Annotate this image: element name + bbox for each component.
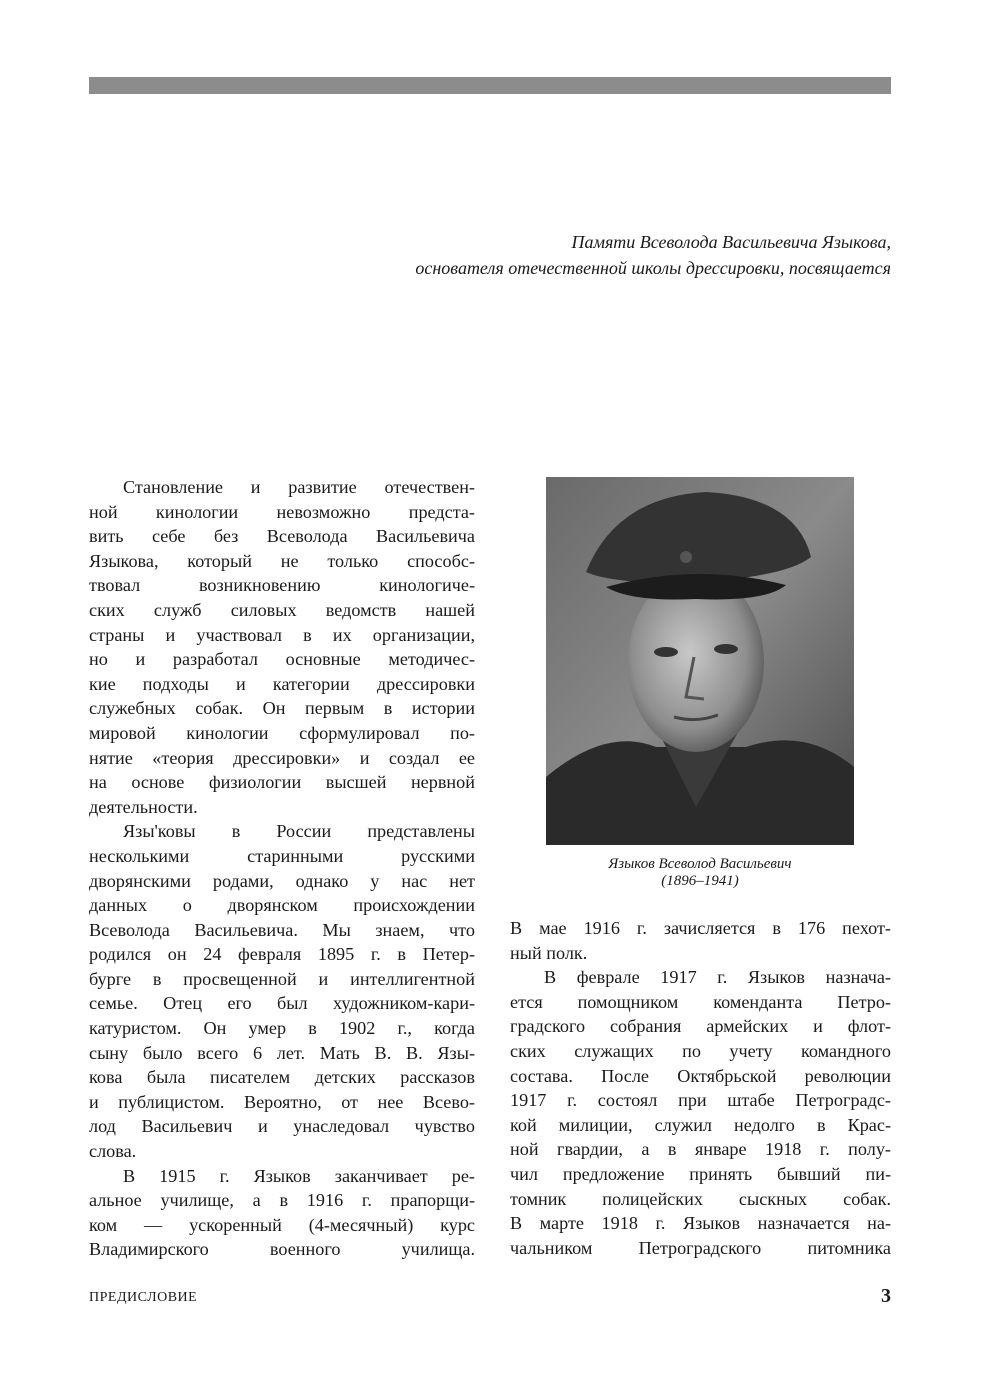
text-line: чил предложение принять бывший пи- xyxy=(510,1163,891,1184)
text-line: родился он 24 февраля 1895 г. в Петер- xyxy=(89,944,475,965)
text-line: ется помощником коменданта Петро- xyxy=(510,991,891,1012)
text-line: Всеволода Васильевича. Мы знаем, что xyxy=(89,919,475,940)
text-line: дворянскими родами, однако у нас нет xyxy=(89,870,475,891)
paragraph xyxy=(89,1164,475,1262)
text-line: Владимирского военного училища. xyxy=(89,1239,475,1260)
text-line: ной гвардии, а в январе 1918 г. полу- xyxy=(510,1139,891,1160)
text-line: страны и участвовал в их организации, xyxy=(89,624,475,645)
text-line: В феврале 1917 г. Языков назнача- xyxy=(544,967,891,988)
dedication xyxy=(415,229,891,281)
header-bar xyxy=(89,77,891,94)
text-line: состава. После Октябрьской революции xyxy=(510,1065,891,1086)
photo-caption xyxy=(546,856,854,890)
text-line: чальником Петроградского питомника xyxy=(510,1237,891,1258)
text-line: деятельности. xyxy=(89,796,198,817)
page-number: 3 xyxy=(881,1285,891,1307)
text-line: ной кинологии невозможно предста- xyxy=(89,501,475,522)
text-line: градского собрания армейских и флот- xyxy=(510,1016,891,1037)
text-line: Становление и развитие отечествен- xyxy=(123,477,475,497)
text-line: альное училище, а в 1916 г. прапорщи- xyxy=(89,1190,475,1211)
text-line: 1917 г. состоял при штабе Петроградс- xyxy=(510,1090,891,1111)
text-line: семье. Отец его был художником-кари- xyxy=(89,993,475,1014)
text-line: сыну было всего 6 лет. Мать В. В. Язы- xyxy=(89,1042,475,1063)
text-line: ный полк. xyxy=(510,942,588,963)
text-line: служебных собак. Он первым в истории xyxy=(89,698,475,719)
text-line: катуристом. Он умер в 1902 г., когда xyxy=(89,1018,475,1039)
paragraph xyxy=(510,965,891,1260)
text-line: ских служащих по учету командного xyxy=(510,1040,891,1061)
text-line: томник полицейских сыскных собак. xyxy=(510,1188,891,1209)
text-line: но и разработал основные методичес- xyxy=(89,649,475,670)
caption-years: (1896–1941) xyxy=(661,873,739,889)
text-line: данных о дворянском происхождении xyxy=(89,895,475,916)
paragraph xyxy=(89,819,475,1163)
dedication-line: Памяти Всеволода Васильевича Языкова, xyxy=(571,232,891,252)
text-line: Язы'ковы в России представлены xyxy=(123,821,475,842)
text-line: на основе физиологии высшей нервной xyxy=(89,772,475,793)
right-column xyxy=(510,916,891,1260)
text-line: кие подходы и категории дрессировки xyxy=(89,673,475,694)
portrait-image xyxy=(546,477,854,845)
paragraph xyxy=(89,475,475,819)
text-line: ком — ускоренный (4-месячный) курс xyxy=(89,1214,475,1235)
text-line: кова была писателем детских рассказов xyxy=(89,1067,475,1088)
text-line: В марте 1918 г. Языков назначается на- xyxy=(510,1213,891,1234)
text-line: вить себе без Всеволода Васильевича xyxy=(89,526,475,547)
running-footer-section: ПРЕДИСЛОВИЕ xyxy=(89,1290,198,1305)
text-line: мировой кинологии сформулировал по- xyxy=(89,722,475,743)
text-line: несколькими старинными русскими xyxy=(89,845,475,866)
portrait-photo xyxy=(546,477,854,845)
text-line: кой милиции, служил недолго в Крас- xyxy=(510,1114,891,1135)
paragraph xyxy=(510,916,891,965)
text-line: нятие «теория дрессировки» и создал ее xyxy=(89,747,475,768)
dedication-line: основателя отечественной школы дрессировки, посвящается xyxy=(415,258,891,278)
text-line: В 1915 г. Языков заканчивает ре- xyxy=(123,1165,475,1186)
text-line: бурге в просвещенной и интеллигентной xyxy=(89,968,475,989)
text-line: В мае 1916 г. зачисляется в 176 пехот- xyxy=(510,918,891,938)
text-line: и публицистом. Вероятно, от нее Всево- xyxy=(89,1091,475,1112)
text-line: Языкова, который не только способс- xyxy=(89,550,475,571)
text-line: ских служб силовых ведомств нашей xyxy=(89,599,475,620)
caption-name: Языков Всеволод Васильевич xyxy=(608,856,792,872)
text-line: твовал возникновению кинологиче- xyxy=(89,575,475,596)
text-line: лод Васильевич и унаследовал чувство xyxy=(89,1116,475,1137)
left-column xyxy=(89,475,475,1262)
text-line: слова. xyxy=(89,1141,137,1162)
